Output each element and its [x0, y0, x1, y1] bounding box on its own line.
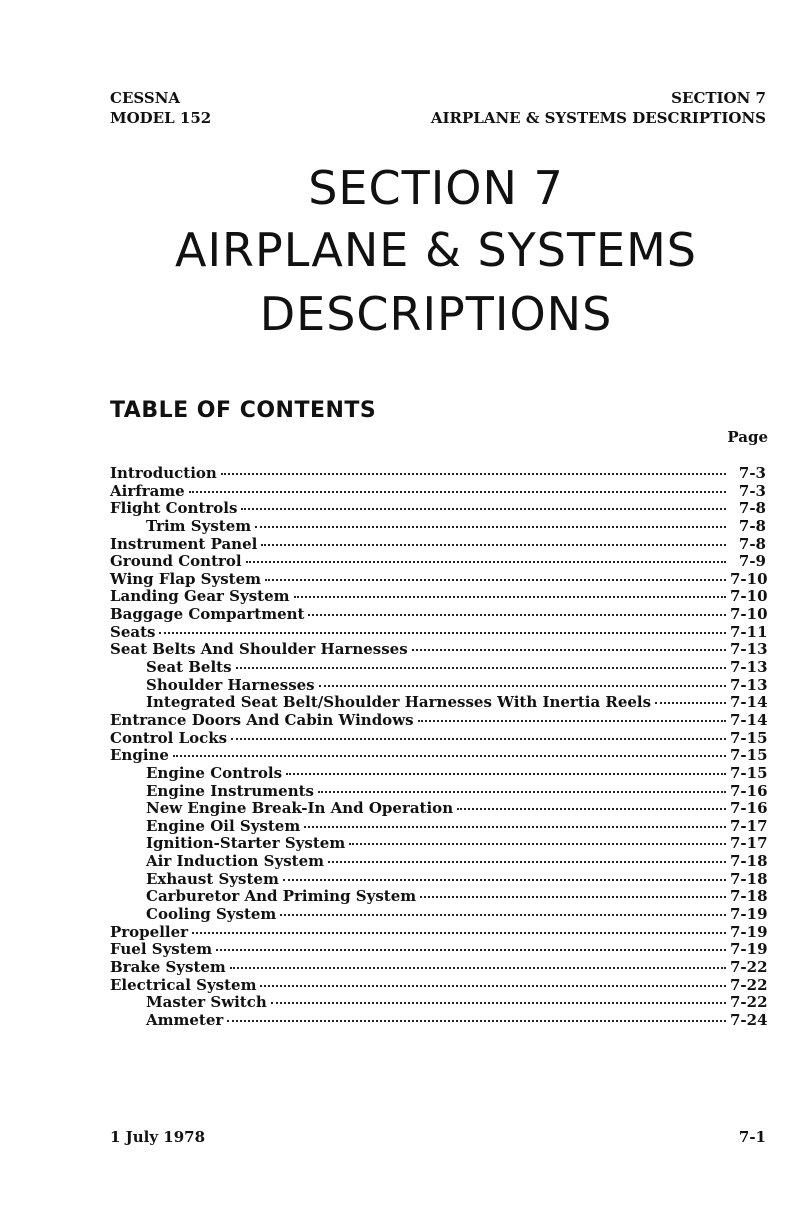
toc-dot-leader — [318, 791, 726, 793]
toc-entry-title: Air Induction System — [146, 852, 325, 871]
toc-entry — [110, 483, 766, 501]
header-manufacturer: CESSNA — [110, 89, 181, 107]
toc-dot-leader — [319, 685, 726, 687]
toc-dot-leader — [192, 932, 726, 934]
toc-entry-page: 7-9 — [738, 552, 766, 571]
toc-entry-page: 7-8 — [738, 499, 766, 518]
toc-entry — [110, 924, 766, 942]
toc-entry-title: Engine Controls — [146, 763, 283, 782]
header-section: SECTION 7 — [671, 89, 766, 107]
toc-entry-page: 7-18 — [730, 887, 768, 906]
toc-entry-title: Fuel System — [110, 940, 213, 959]
header-right — [431, 88, 766, 128]
toc-dot-leader — [236, 667, 726, 669]
toc-dot-leader — [412, 649, 726, 651]
toc-entry — [110, 800, 766, 818]
footer-page-number: 7-1 — [738, 1128, 766, 1146]
toc-entry-page: 7-22 — [730, 993, 768, 1012]
toc-entry-title: Baggage Compartment — [110, 605, 305, 624]
toc-entry-page: 7-8 — [738, 534, 766, 553]
toc-entry — [110, 977, 766, 995]
toc-entry — [110, 818, 766, 836]
toc-entry-page: 7-19 — [730, 922, 768, 941]
toc-entry-page: 7-15 — [730, 746, 768, 765]
header-model: MODEL 152 — [110, 109, 212, 127]
toc-entry-title: Ground Control — [110, 552, 242, 571]
toc-entry-title: Flight Controls — [110, 499, 238, 518]
toc-page-column-label: Page — [727, 428, 768, 446]
toc-entry — [110, 906, 766, 924]
toc-entry-title: Seat Belts And Shoulder Harnesses — [110, 640, 408, 659]
toc-entry — [110, 835, 766, 853]
toc-entry-page: 7-16 — [730, 781, 768, 800]
toc-entry-page: 7-13 — [730, 640, 768, 659]
toc-entry-title: Integrated Seat Belt/Shoulder Harnesses With Inertia Reels — [146, 693, 652, 712]
toc-entry — [110, 1012, 766, 1030]
toc-dot-leader — [271, 1002, 726, 1004]
toc-entry-title: Engine — [110, 746, 169, 765]
toc-entry-title: Propeller — [110, 922, 189, 941]
toc-entry — [110, 641, 766, 659]
toc-entry-page: 7-11 — [730, 622, 768, 641]
toc-list — [110, 465, 766, 1030]
toc-dot-leader — [261, 544, 726, 546]
toc-dot-leader — [655, 702, 726, 704]
header-left — [110, 88, 211, 128]
toc-dot-leader — [159, 632, 726, 634]
toc-dot-leader — [418, 720, 726, 722]
toc-entry — [110, 747, 766, 765]
toc-entry — [110, 853, 766, 871]
toc-entry-page: 7-19 — [730, 940, 768, 959]
toc-dot-leader — [294, 596, 726, 598]
toc-entry — [110, 677, 766, 695]
toc-entry — [110, 730, 766, 748]
toc-entry-title: Seats — [110, 622, 156, 641]
toc-dot-leader — [216, 949, 726, 951]
toc-entry-page: 7-24 — [730, 1010, 768, 1029]
toc-entry-title: Trim System — [146, 516, 252, 535]
section-title-line3: DESCRIPTIONS — [259, 287, 613, 341]
toc-heading: TABLE OF CONTENTS — [110, 398, 377, 423]
toc-entry-title: Introduction — [110, 464, 217, 482]
toc-dot-leader — [173, 755, 726, 757]
toc-dot-leader — [246, 561, 726, 563]
toc-entry — [110, 500, 766, 518]
toc-entry-page: 7-22 — [730, 975, 768, 994]
toc-entry-title: Ignition-Starter System — [146, 834, 346, 853]
toc-entry-title: New Engine Break-In And Operation — [146, 799, 454, 818]
toc-dot-leader — [304, 826, 726, 828]
toc-entry-page: 7-18 — [730, 869, 768, 888]
toc-entry — [110, 694, 766, 712]
toc-dot-leader — [420, 896, 726, 898]
toc-dot-leader — [286, 773, 726, 775]
toc-entry-title: Wing Flap System — [110, 569, 262, 588]
page-footer — [110, 1128, 766, 1146]
toc-dot-leader — [227, 1020, 726, 1022]
toc-entry — [110, 888, 766, 906]
toc-entry-title: Entrance Doors And Cabin Windows — [110, 710, 414, 729]
footer-date: 1 July 1978 — [110, 1128, 206, 1146]
toc-entry-title: Cooling System — [146, 905, 277, 924]
toc-dot-leader — [221, 473, 726, 475]
toc-dot-leader — [349, 843, 726, 845]
toc-entry-page: 7-16 — [730, 799, 768, 818]
toc-entry-title: Engine Oil System — [146, 816, 301, 835]
toc-entry-page: 7-10 — [730, 569, 768, 588]
toc-entry-title: Engine Instruments — [146, 781, 314, 800]
toc-entry — [110, 941, 766, 959]
header-section-title: AIRPLANE & SYSTEMS DESCRIPTIONS — [430, 109, 766, 127]
toc-entry-title: Instrument Panel — [110, 534, 258, 553]
toc-entry — [110, 712, 766, 730]
toc-entry — [110, 606, 766, 624]
page-header — [110, 88, 766, 132]
toc-entry — [110, 536, 766, 554]
toc-entry-page: 7-3 — [738, 464, 766, 482]
toc-dot-leader — [189, 491, 726, 493]
toc-entry-title: Brake System — [110, 957, 226, 976]
toc-entry — [110, 659, 766, 677]
toc-entry-page: 7-10 — [730, 587, 768, 606]
toc-entry — [110, 871, 766, 889]
toc-entry-page: 7-3 — [738, 481, 766, 500]
toc-entry — [110, 959, 766, 977]
toc-entry — [110, 588, 766, 606]
toc-entry-page: 7-10 — [730, 605, 768, 624]
toc-entry — [110, 994, 766, 1012]
toc-entry — [110, 624, 766, 642]
toc-entry-title: Master Switch — [146, 993, 267, 1012]
toc-entry — [110, 765, 766, 783]
toc-dot-leader — [328, 861, 726, 863]
toc-entry-page: 7-17 — [730, 816, 768, 835]
toc-entry-page: 7-18 — [730, 852, 768, 871]
toc-entry-title: Exhaust System — [146, 869, 279, 888]
toc-entry-title: Carburetor And Priming System — [146, 887, 417, 906]
toc-entry-page: 7-14 — [730, 710, 768, 729]
section-title-line1: SECTION 7 — [308, 161, 564, 215]
toc-dot-leader — [457, 808, 726, 810]
toc-entry-page: 7-17 — [730, 834, 768, 853]
toc-entry-page: 7-15 — [730, 763, 768, 782]
toc-dot-leader — [265, 579, 726, 581]
toc-dot-leader — [241, 508, 726, 510]
toc-dot-leader — [308, 614, 726, 616]
toc-entry-title: Ammeter — [146, 1010, 224, 1029]
toc-entry-page: 7-19 — [730, 905, 768, 924]
toc-dot-leader — [280, 914, 726, 916]
toc-entry-title: Seat Belts — [146, 658, 232, 677]
toc-entry — [110, 553, 766, 571]
toc-entry-page: 7-22 — [730, 957, 768, 976]
section-title-line2: AIRPLANE & SYSTEMS — [174, 223, 698, 277]
toc-entry — [110, 518, 766, 536]
toc-entry-page: 7-15 — [730, 728, 768, 747]
toc-entry-page: 7-8 — [738, 516, 766, 535]
toc-entry-page: 7-14 — [730, 693, 768, 712]
toc-dot-leader — [260, 985, 726, 987]
toc-dot-leader — [231, 738, 726, 740]
toc-entry — [110, 571, 766, 589]
toc-dot-leader — [283, 879, 726, 881]
toc-entry-page: 7-13 — [730, 658, 768, 677]
toc-entry-title: Shoulder Harnesses — [146, 675, 315, 694]
toc-entry — [110, 465, 766, 483]
toc-entry-title: Control Locks — [110, 728, 228, 747]
toc-dot-leader — [255, 526, 726, 528]
toc-entry-title: Electrical System — [110, 975, 257, 994]
toc-entry — [110, 783, 766, 801]
toc-entry-title: Landing Gear System — [110, 587, 290, 606]
toc-dot-leader — [230, 967, 726, 969]
toc-entry-title: Airframe — [110, 481, 185, 500]
toc-entry-page: 7-13 — [730, 675, 768, 694]
